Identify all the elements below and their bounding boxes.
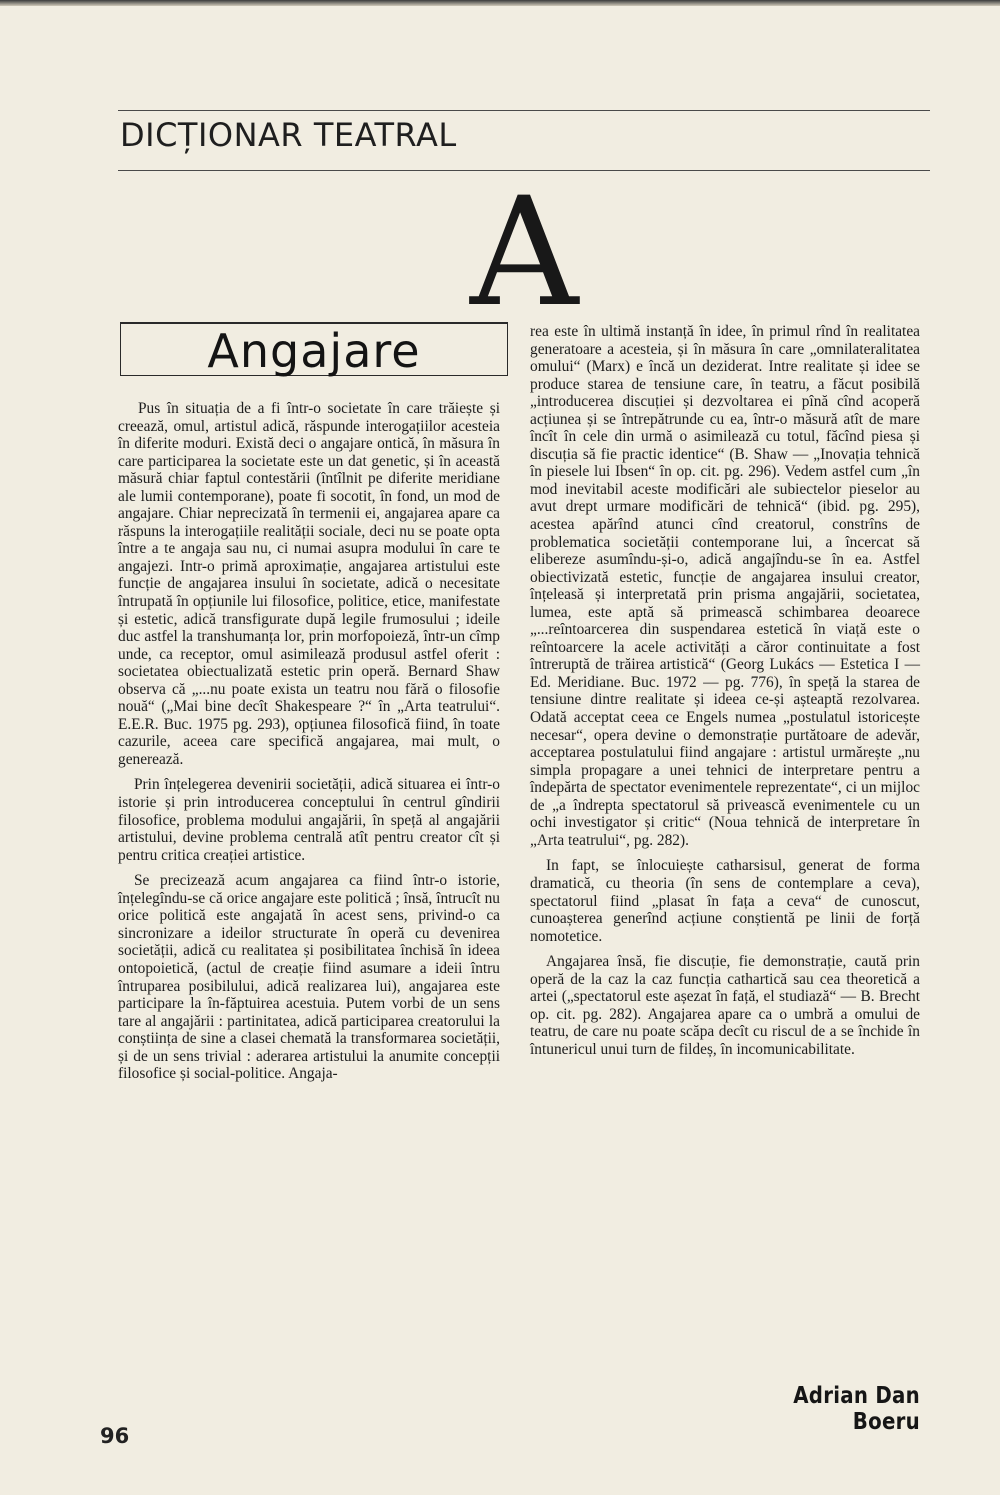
header-top-rule xyxy=(118,110,930,111)
paragraph: Prin înțelegerea devenirii societății, adică situarea ei într-o istorie și prin introducerea conceptului în centrul gîndirii filosofice, problema modului angajării, în speță al angajării artistului, devine problema centrală atît pentru creator cît și pentru critica creației artistice. xyxy=(118,776,500,864)
page-top-edge xyxy=(0,0,1000,6)
paragraph: In fapt, se înlocuiește catharsisul, generat de forma dramatică, cu theoria (în sens de contemplare a ceva), spectatorul fiind „plasat în fața a ceva“ de cunoscut, cunoașterea generînd acțiune conștientă pe linii de forță nomotetice. xyxy=(530,857,920,945)
section-title: DICȚIONAR TEATRAL xyxy=(120,116,457,154)
dictionary-letter: A xyxy=(470,166,579,340)
entry-title-box xyxy=(120,322,508,376)
paragraph: Pus în situația de a fi într-o societate în care trăiește și creează, omul, artistul adică, răspunde interogațiilor acesteia în diferite moduri. Există deci o angajare ontică, în măsura în care participarea la societate este un dat genetic, și în această măsură chiar faptul contestării (întîlnit pe diferite meridiane ale lumii contemporane), poate fi socotit, în fond, un mod de angajare. Chiar neprecizată în termenii ei, angajarea apare ca răspuns la interogațiile realității sociale, deci nu se poate opta între a te angaja sau nu, ci numai asupra modului în care te angajezi. Intr-o primă aproximație, angajarea artistului este funcție de angajarea insului în societate, adică o necesitate întrupată în opțiunile lui filosofice, politice, etice, manifestate și estetic, adică transfigurate după legile frumosului ; ideile duc astfel la transhumanța lor, prin morfopoieză, într-un cîmp unde, ca receptor, omul asimilează produsul astfel oferit : societatea obiectualizată estetic prin operă. Bernard Shaw observa că „...nu poate exista un teatru nou fără o filosofie nouă“ („Mai bine decît Shakespeare ?“ în „Arta teatrului“. E.E.R. Buc. 1975 pg. 293), opțiunea filosofică fiind, în toate cazurile, aceea care specifică angajarea, mai mult, o generează. xyxy=(118,400,500,768)
page-number: 96 xyxy=(100,1424,130,1448)
author-signature: Adrian Dan Boeru xyxy=(793,1383,920,1435)
right-column xyxy=(530,323,920,1066)
paragraph: Se precizează acum angajarea ca fiind într-o istorie, înțelegîndu-se că orice angajare este politică ; însă, întrucît nu orice politică este angajată în acest sens, privind-o ca sincronizare a ideilor structurate în operă cu devenirea societății, adică cu realitatea și posibilitatea închisă în ideea ontopoietică, (actul de creație fiind asumare a ideii întru întruparea posibilului, adică realizarea lui), angajarea este participare la în-făptuirea acestuia. Putem vorbi de un sens tare al angajării : partinitatea, adică participarea creatorului la conștiința de sine a clasei chemată la transformarea societății, și de un sens trivial : aderarea artistului la anumite concepții filosofice și social-politice. Angaja- xyxy=(118,872,500,1083)
paragraph: Angajarea însă, fie discuție, fie demonstrație, caută prin operă de la caz la caz funcția cathartică sau cea theoretică a artei („spectatorul este așezat în față, el studiază“ — B. Brecht op. cit. pg. 282). Angajarea apare ca o umbră a omului de teatru, de care nu poate scăpa decît cu riscul de a se închide în întunericul unui turn de fildeș, în incomunicabilitate. xyxy=(530,953,920,1058)
left-column xyxy=(118,400,500,1091)
entry-title: Angajare xyxy=(207,324,421,378)
paragraph: rea este în ultimă instanță în idee, în primul rînd în realitatea generatoare a acesteia, și în măsura în care „omnilateralitatea omului“ (Marx) e încă un deziderat. Intre realitate și idee se produce starea de tensiune care, în teatru, a făcut posibilă „introducerea discuției și dezvoltarea ei pînă cînd acoperă acțiunea și se întrepătrunde cu ea, într-o măsură atît de mare încît în cele din urmă o asimilează cu totul, făcînd piesa și discuția să fie practic identice“ (B. Shaw — „Inovația tehnică în piesele lui Ibsen“ în op. cit. pg. 296). Vedem astfel cum „în mod inevitabil aceste modificări ale subiectelor pieselor au avut drept urmare modificări de tehnică“ (ibid. pg. 295), acestea apărînd atunci cînd creatorul, constrîns de problematica societății contemporane lui, a încercat să elibereze asumîndu-și-o, adică angajîndu-se în ea. Astfel obiectivizată estetic, funcție de angajarea insului creator, înțeleasă și interpretată prin prisma angajării, societatea, lumea, este aptă să primească schimbarea deoarece „...reîntoarcerea din suspendarea estetică în viață este o reîntoarcere la acele activități a căror continuitate a fost întreruptă de trăirea artistică“ (Georg Lukács — Estetica I — Ed. Meridiane. Buc. 1972 — pg. 776), în speță la starea de tensiune dintre realitate și ideea ce-și așteaptă rezolvarea. Odată acceptat ceea ce Engels numea „postulatul istoricește necesar“, opera devine o demonstrație purtătoare de adevăr, acceptarea postulatului fiind angajare : artistul urmărește „nu simpla propagare a unei tehnici de interpretare pentru a îndepărta de spectator evenimentele reprezentate“, ci un mijloc de „a îndrepta spectatorul să privească evenimentele cu un ochi investigator și critic“ (Noua tehnică de interpretare în „Arta teatrului“, pg. 282). xyxy=(530,323,920,849)
